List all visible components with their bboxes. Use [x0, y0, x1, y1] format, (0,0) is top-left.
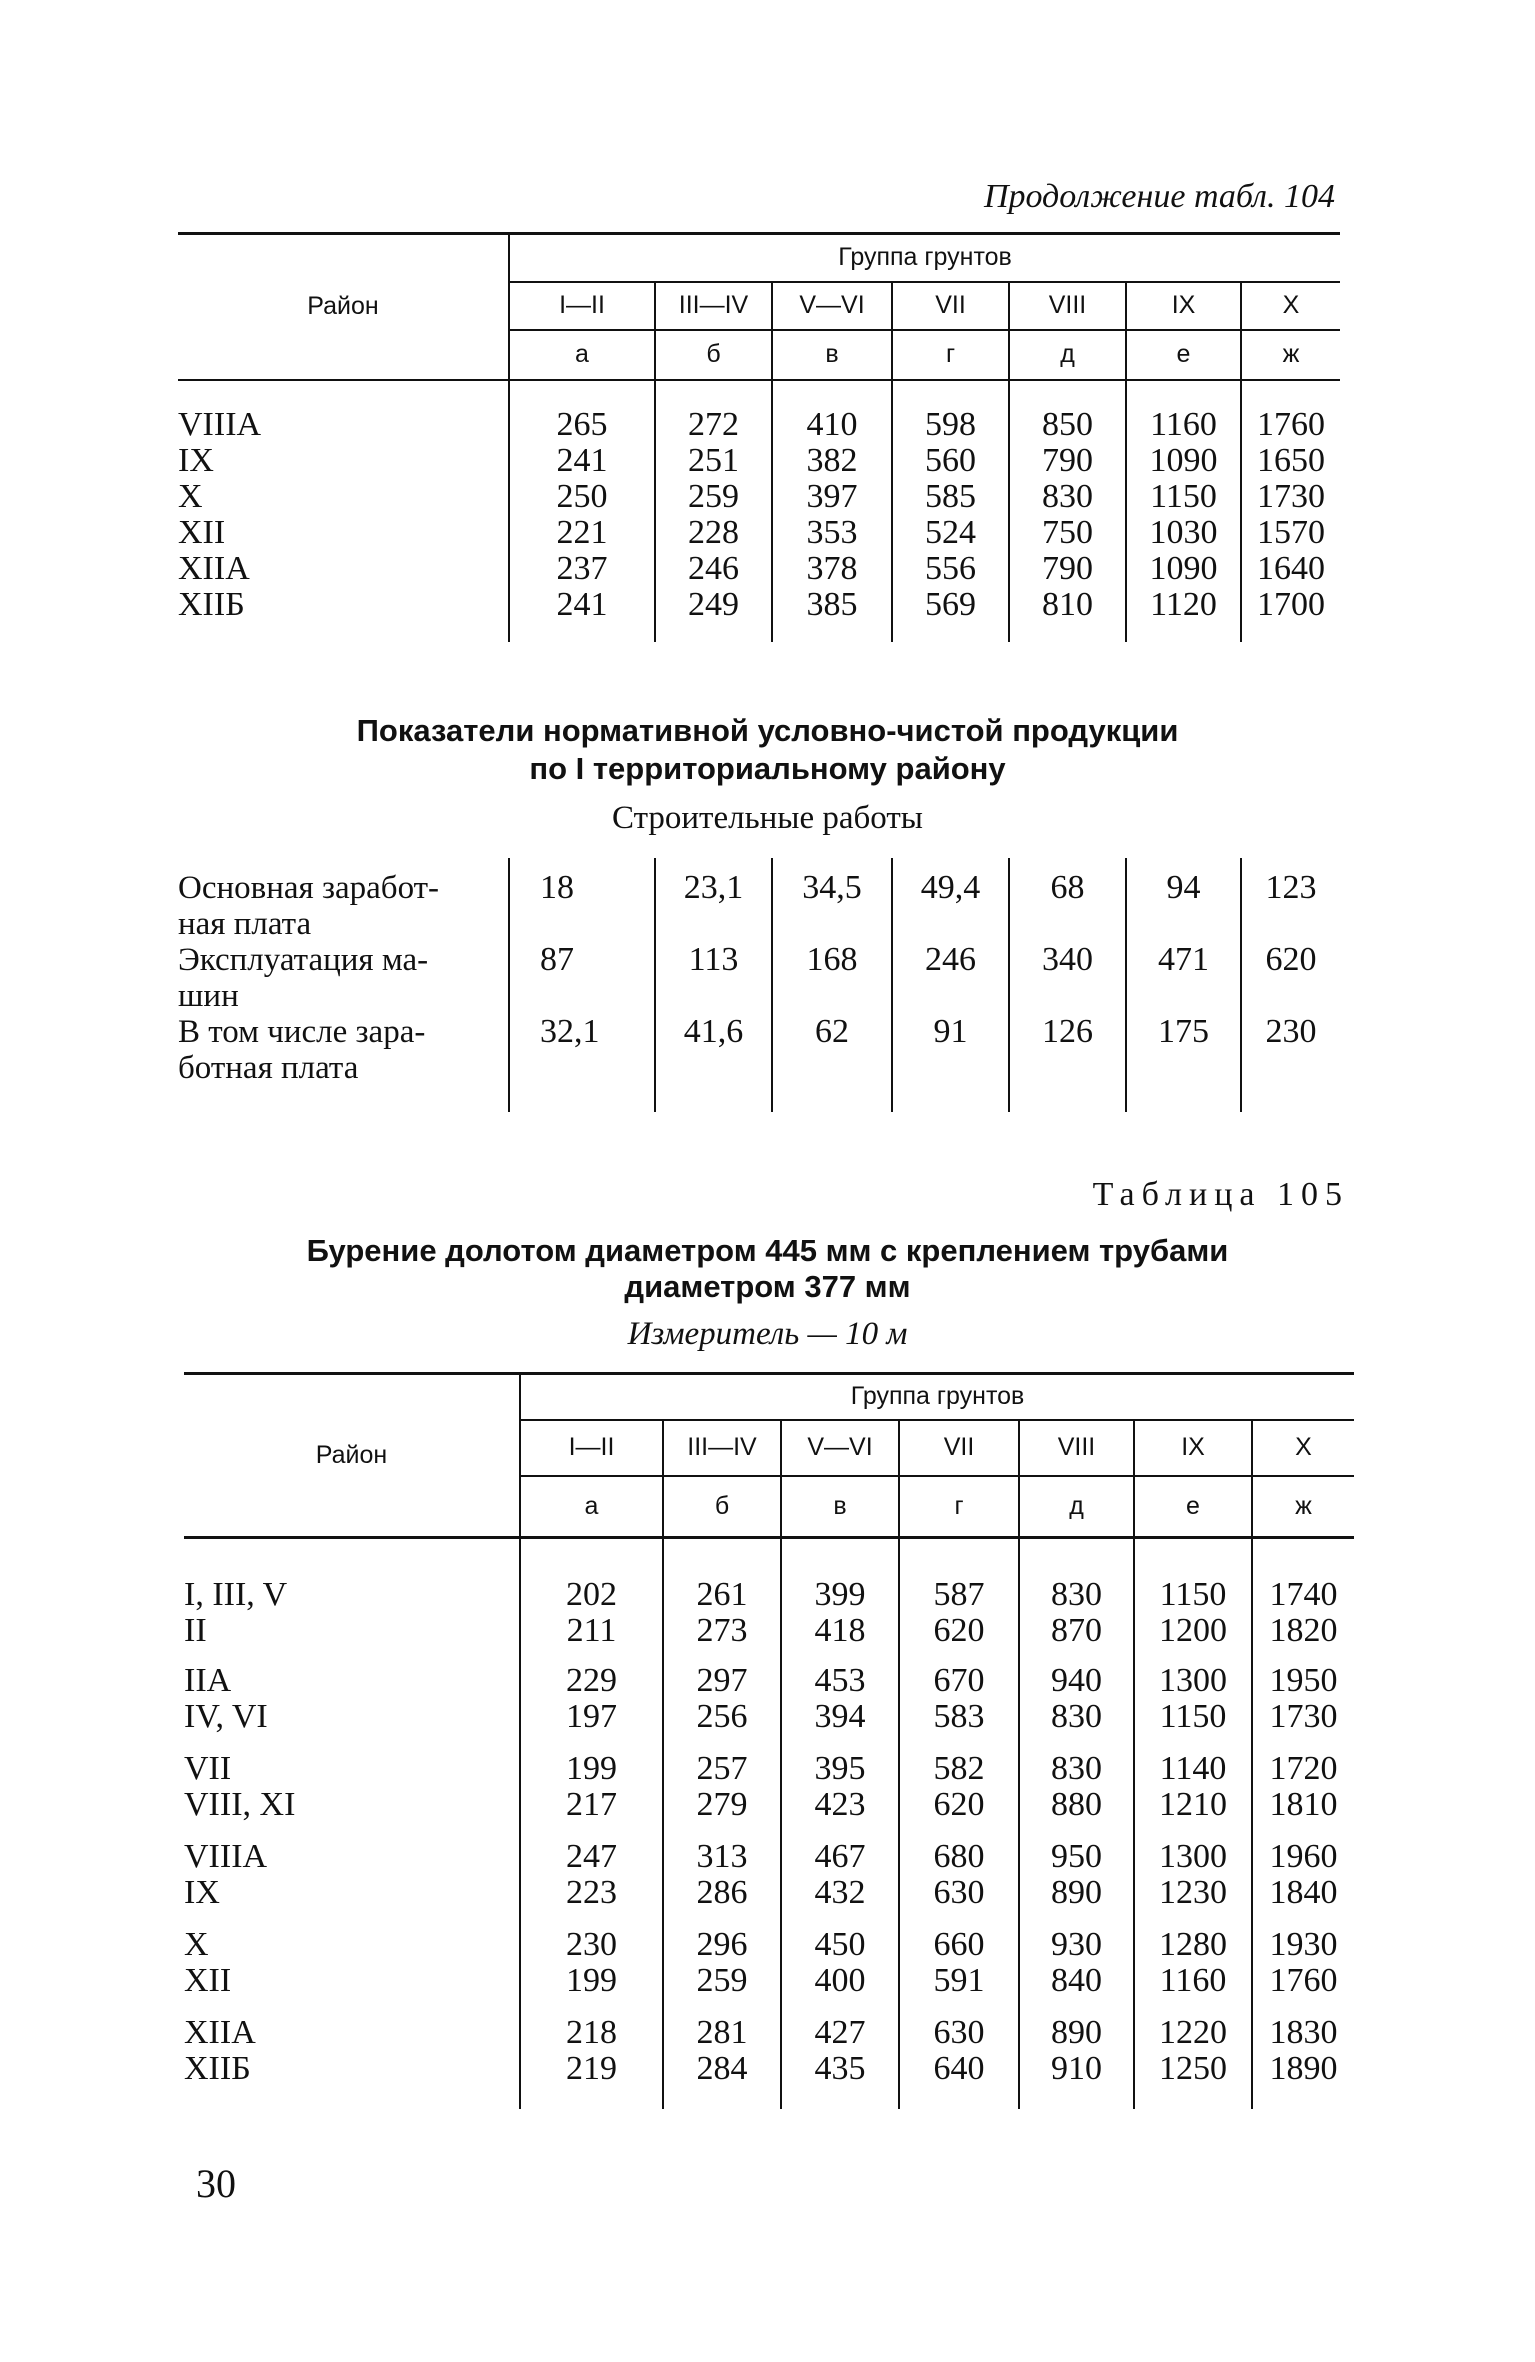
soil-group-header: Группа грунтов — [520, 1374, 1354, 1420]
indicator-value: 620 — [1241, 942, 1340, 1014]
indicator-value: 91 — [892, 1014, 1009, 1112]
data-cell: 1140 1210 — [1134, 1737, 1252, 1825]
data-cell: 313 286 — [663, 1825, 781, 1913]
data-cell: 399 418 — [781, 1538, 899, 1650]
data-cell: 940 830 — [1019, 1649, 1134, 1737]
indicator-value: 126 — [1009, 1014, 1126, 1112]
column-letter: в — [781, 1476, 899, 1538]
data-column: 850 790 830 750 790 810 — [1009, 380, 1126, 642]
column-letter: а — [520, 1476, 663, 1538]
indicator-value: 340 — [1009, 942, 1126, 1014]
indicators-title-line1: Показатели нормативной условно-чистой продукции — [356, 713, 1179, 748]
data-cell: 1930 1760 — [1252, 1913, 1354, 2001]
indicator-value: 62 — [772, 1014, 892, 1112]
column-letter: б — [655, 330, 772, 380]
indicator-value: 41,6 — [655, 1014, 772, 1112]
district-pair: VII VIII, XI — [184, 1750, 296, 1823]
indicator-value: 87 — [509, 942, 655, 1014]
data-cell: 1830 1890 — [1252, 2001, 1354, 2109]
indicator-value: 230 — [1241, 1014, 1340, 1112]
district-pair: VIIIA IX — [184, 1838, 268, 1911]
indicator-value: 32,1 — [509, 1014, 655, 1112]
page-number: 30 — [196, 2161, 236, 2206]
data-cell: 1220 1250 — [1134, 2001, 1252, 2109]
data-cell: 218 219 — [520, 2001, 663, 2109]
data-cell: 1960 1840 — [1252, 1825, 1354, 1913]
data-column: 410 382 397 353 378 385 — [772, 380, 892, 642]
data-cell: 1720 1810 — [1252, 1737, 1354, 1825]
data-cell: 1300 1230 — [1134, 1825, 1252, 1913]
table-105-label: Таблица 105 — [1092, 1176, 1349, 1213]
column-letter: д — [1009, 330, 1126, 380]
group-header: VIII — [1019, 1420, 1134, 1476]
indicator-label: Основная заработ- ная плата — [178, 870, 440, 942]
data-cell: 450 400 — [781, 1913, 899, 2001]
group-header: III—IV — [663, 1420, 781, 1476]
data-column: 272 251 259 228 246 249 — [655, 380, 772, 642]
data-cell: 427 435 — [781, 2001, 899, 2109]
data-cell: 247 223 — [520, 1825, 663, 1913]
data-cell: 229 197 — [520, 1649, 663, 1737]
group-header: X — [1241, 282, 1340, 330]
data-cell: 680 630 — [899, 1825, 1019, 1913]
data-cell: 453 394 — [781, 1649, 899, 1737]
indicator-value: 34,5 — [772, 858, 892, 942]
column-letter: ж — [1241, 330, 1340, 380]
column-letter: б — [663, 1476, 781, 1538]
district-pair: I, III, V II — [184, 1576, 288, 1649]
data-cell: 257 279 — [663, 1737, 781, 1825]
soil-group-header: Группа грунтов — [509, 234, 1340, 282]
data-column: 1160 1090 1150 1030 1090 1120 — [1126, 380, 1241, 642]
indicator-value: 246 — [892, 942, 1009, 1014]
data-cell: 296 259 — [663, 1913, 781, 2001]
data-cell: 1300 1150 — [1134, 1649, 1252, 1737]
column-letter: г — [899, 1476, 1019, 1538]
data-column: 265 241 250 221 237 241 — [509, 380, 655, 642]
district-pair: X XII — [184, 1926, 232, 1999]
group-header: III—IV — [655, 282, 772, 330]
column-letter: ж — [1252, 1476, 1354, 1538]
group-header: V—VI — [781, 1420, 899, 1476]
indicator-value: 113 — [655, 942, 772, 1014]
data-cell: 930 840 — [1019, 1913, 1134, 2001]
data-cell: 395 423 — [781, 1737, 899, 1825]
group-header: IX — [1134, 1420, 1252, 1476]
indicator-value: 471 — [1126, 942, 1241, 1014]
data-cell: 587 620 — [899, 1538, 1019, 1650]
group-header: I—II — [520, 1420, 663, 1476]
data-cell: 261 273 — [663, 1538, 781, 1650]
indicator-value: 68 — [1009, 858, 1126, 942]
column-letter: д — [1019, 1476, 1134, 1538]
group-header: VII — [892, 282, 1009, 330]
data-column: 1760 1650 1730 1570 1640 1700 — [1241, 380, 1340, 642]
data-cell: 297 256 — [663, 1649, 781, 1737]
column-letter: е — [1134, 1476, 1252, 1538]
data-cell: 1950 1730 — [1252, 1649, 1354, 1737]
indicator-value: 49,4 — [892, 858, 1009, 942]
data-cell: 670 583 — [899, 1649, 1019, 1737]
column-letter: а — [509, 330, 655, 380]
table-105-unit: Измеритель — 10 м — [627, 1316, 908, 1352]
indicator-label: Эксплуатация ма- шин — [178, 942, 429, 1014]
data-cell: 830 870 — [1019, 1538, 1134, 1650]
indicator-value: 94 — [1126, 858, 1241, 942]
table-104 — [178, 232, 1340, 642]
data-cell: 582 620 — [899, 1737, 1019, 1825]
data-cell: 660 591 — [899, 1913, 1019, 2001]
continuation-caption: Продолжение табл. 104 — [983, 178, 1335, 215]
data-column: 598 560 585 524 556 569 — [892, 380, 1009, 642]
data-cell: 199 217 — [520, 1737, 663, 1825]
indicators-subtitle: Строительные работы — [612, 800, 923, 836]
indicator-value: 175 — [1126, 1014, 1241, 1112]
district-list: VIIIA IX X XII XIIA XIIБ — [178, 405, 262, 623]
data-cell: 230 199 — [520, 1913, 663, 2001]
group-header: VII — [899, 1420, 1019, 1476]
column-letter: г — [892, 330, 1009, 380]
district-header: Район — [178, 234, 509, 380]
table-105-title-line1: Бурение долотом диаметром 445 мм с креплением трубами — [306, 1233, 1229, 1268]
data-cell: 630 640 — [899, 2001, 1019, 2109]
table-105-title-line2: диаметром 377 мм — [624, 1269, 911, 1304]
group-header: I—II — [509, 282, 655, 330]
group-header: VIII — [1009, 282, 1126, 330]
data-cell: 1150 1200 — [1134, 1538, 1252, 1650]
table-105 — [184, 1372, 1354, 2109]
district-pair: IIA IV, VI — [184, 1662, 268, 1735]
group-header: X — [1252, 1420, 1354, 1476]
indicator-value: 168 — [772, 942, 892, 1014]
district-header: Район — [184, 1374, 520, 1538]
group-header: IX — [1126, 282, 1241, 330]
data-cell: 467 432 — [781, 1825, 899, 1913]
data-cell: 1280 1160 — [1134, 1913, 1252, 2001]
column-letter: е — [1126, 330, 1241, 380]
indicator-label: В том числе зара- ботная плата — [178, 1014, 426, 1086]
indicators-title-line2: по I территориальному району — [529, 751, 1006, 786]
column-letter: в — [772, 330, 892, 380]
data-cell: 281 284 — [663, 2001, 781, 2109]
indicators-table — [178, 858, 1340, 1112]
group-header: V—VI — [772, 282, 892, 330]
district-pair: XIIA XIIБ — [184, 2014, 256, 2087]
indicator-value: 18 — [509, 858, 655, 942]
data-cell: 1740 1820 — [1252, 1538, 1354, 1650]
data-cell: 202 211 — [520, 1538, 663, 1650]
data-cell: 830 880 — [1019, 1737, 1134, 1825]
data-cell: 890 910 — [1019, 2001, 1134, 2109]
data-cell: 950 890 — [1019, 1825, 1134, 1913]
indicator-value: 23,1 — [655, 858, 772, 942]
indicator-value: 123 — [1241, 858, 1340, 942]
